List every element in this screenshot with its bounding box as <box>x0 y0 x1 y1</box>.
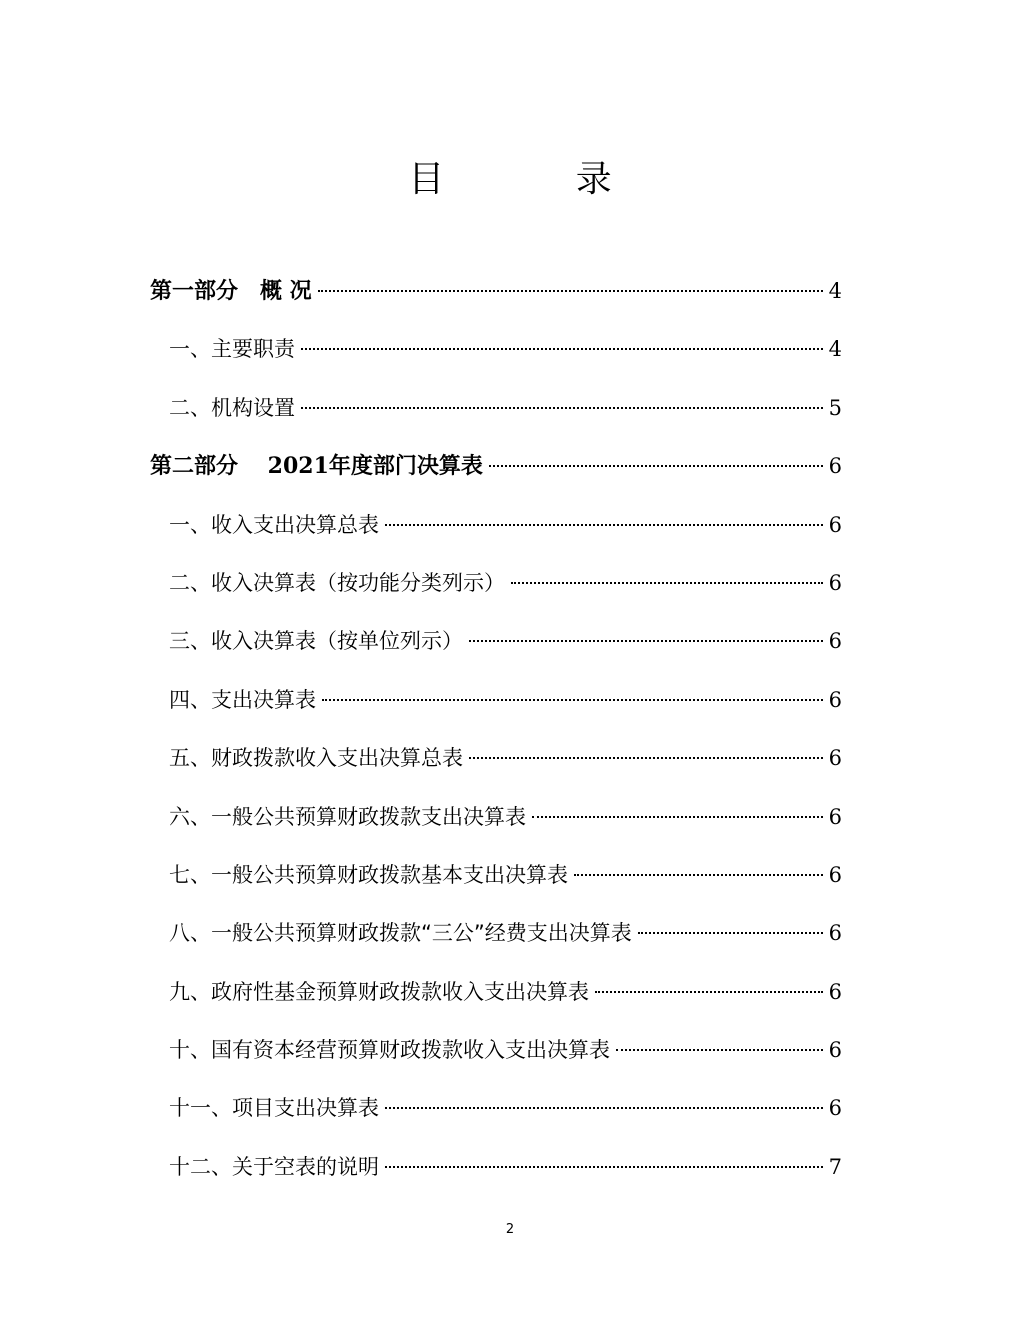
toc-entry-part-1[interactable] <box>150 271 842 329</box>
toc-entry-page: 4 <box>828 337 842 362</box>
toc-entry-label: 九、政府性基金预算财政拨款收入支出决算表 <box>169 979 589 1004</box>
toc-entry-page: 4 <box>828 279 842 303</box>
toc-entry[interactable] <box>150 329 842 387</box>
toc-entry-label: 十一、项目支出决算表 <box>169 1096 379 1121</box>
dot-leader <box>595 991 823 993</box>
dot-leader <box>301 407 823 409</box>
dot-leader <box>385 1166 823 1168</box>
toc-entry-label: 十、国有资本经营预算财政拨款收入支出决算表 <box>169 1038 610 1063</box>
dot-leader <box>489 465 823 467</box>
toc-entry[interactable] <box>150 563 842 621</box>
toc-entry[interactable] <box>150 388 842 446</box>
toc-entry-page: 6 <box>828 512 842 537</box>
toc-entry-page: 6 <box>828 862 842 887</box>
dot-leader <box>385 1107 823 1109</box>
toc-entry-page: 6 <box>828 570 842 595</box>
toc-entry[interactable] <box>150 1030 842 1088</box>
dot-leader <box>532 816 823 818</box>
dot-leader <box>574 874 823 876</box>
toc-entry-page: 6 <box>828 454 842 479</box>
toc-entry-label: 八、一般公共预算财政拨款“三公”经费支出决算表 <box>169 921 632 946</box>
toc-entry-page: 6 <box>828 921 842 946</box>
toc-entry[interactable] <box>150 972 842 1030</box>
toc-title: 目 录 <box>408 159 672 200</box>
toc-entry[interactable] <box>150 738 842 796</box>
dot-leader <box>616 1049 823 1051</box>
toc-entry[interactable] <box>150 913 842 971</box>
toc-entry[interactable] <box>150 621 842 679</box>
table-of-contents <box>150 271 842 1205</box>
toc-entry-label: 三、收入决算表（按单位列示） <box>169 629 463 654</box>
dot-leader <box>469 640 823 642</box>
toc-entry[interactable] <box>150 505 842 563</box>
dot-leader <box>511 582 823 584</box>
toc-entry-page: 6 <box>828 1096 842 1121</box>
dot-leader <box>301 348 823 350</box>
toc-entry-label: 七、一般公共预算财政拨款基本支出决算表 <box>169 862 568 887</box>
toc-entry-page: 6 <box>828 804 842 829</box>
dot-leader <box>322 699 823 701</box>
dot-leader <box>318 290 823 292</box>
toc-entry-label: 二、机构设置 <box>169 395 295 420</box>
toc-entry-label: 六、一般公共预算财政拨款支出决算表 <box>169 804 526 829</box>
toc-entry[interactable] <box>150 680 842 738</box>
toc-entry[interactable] <box>150 797 842 855</box>
toc-entry-label: 第一部分 概 况 <box>150 278 312 304</box>
toc-entry-label: 一、收入支出决算总表 <box>169 512 379 537</box>
toc-entry-label: 第二部分 2021年度部门决算表 <box>150 453 483 480</box>
toc-entry[interactable] <box>150 1147 842 1205</box>
toc-entry-label: 二、收入决算表（按功能分类列示） <box>169 570 505 595</box>
page-number: 2 <box>505 1222 515 1237</box>
toc-entry-page: 6 <box>828 746 842 771</box>
toc-entry-page: 7 <box>828 1154 842 1179</box>
toc-entry-page: 6 <box>828 629 842 654</box>
toc-entry[interactable] <box>150 1088 842 1146</box>
toc-entry-label: 四、支出决算表 <box>169 687 316 712</box>
dot-leader <box>385 524 823 526</box>
toc-entry-part-2[interactable] <box>150 446 842 504</box>
toc-entry[interactable] <box>150 855 842 913</box>
toc-entry-page: 6 <box>828 979 842 1004</box>
toc-entry-page: 6 <box>828 1038 842 1063</box>
toc-entry-page: 5 <box>828 395 842 420</box>
toc-entry-label: 五、财政拨款收入支出决算总表 <box>169 746 463 771</box>
dot-leader <box>638 932 823 934</box>
toc-entry-label: 十二、关于空表的说明 <box>169 1154 379 1179</box>
toc-entry-page: 6 <box>828 687 842 712</box>
toc-entry-label: 一、主要职责 <box>169 337 295 362</box>
dot-leader <box>469 757 823 759</box>
